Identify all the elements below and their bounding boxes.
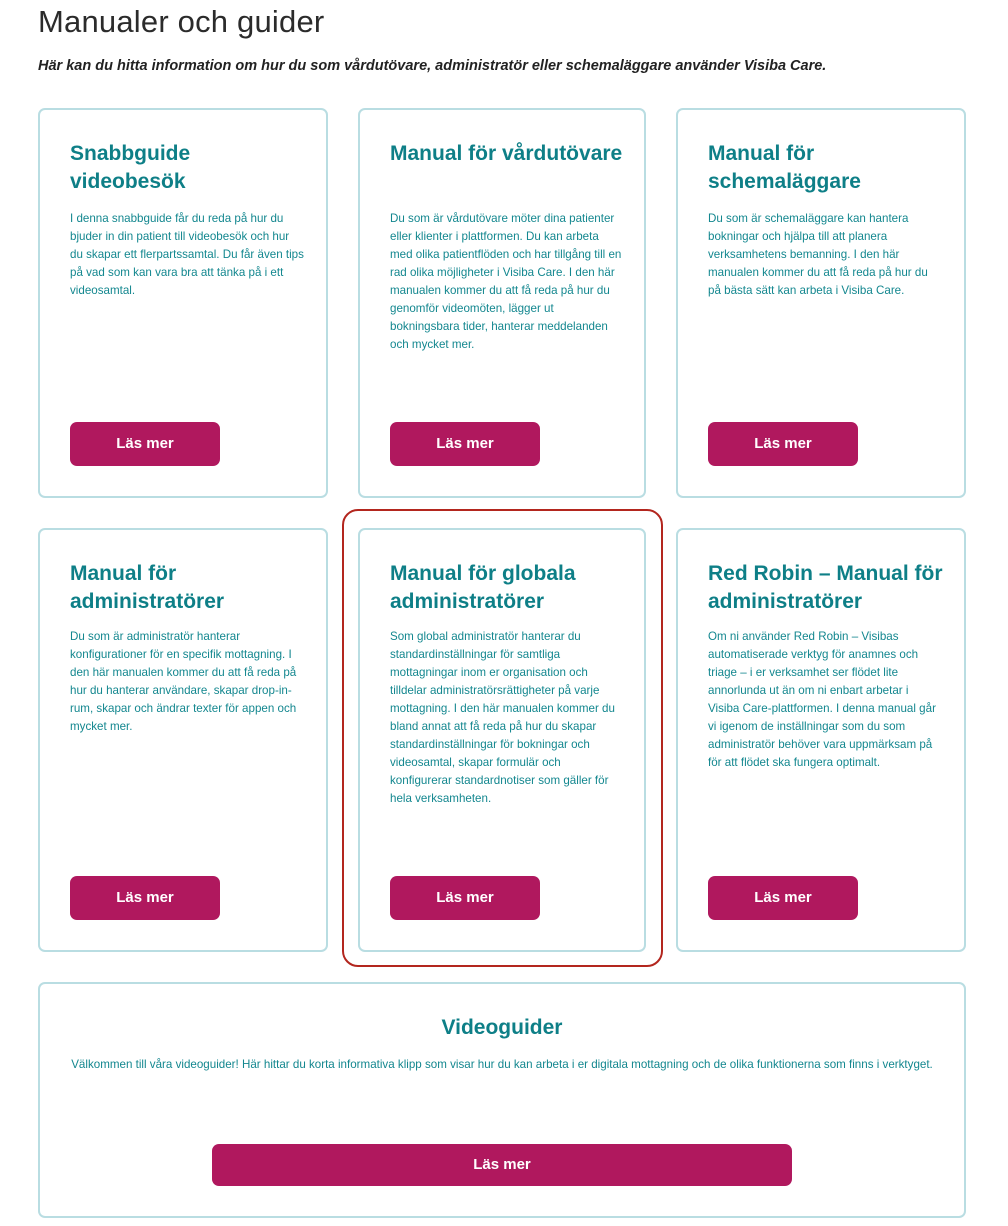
page-subtitle: Här kan du hitta information om hur du som vårdutövare, administratör eller schemaläggare använder Visiba Care. — [38, 58, 827, 74]
card-description: I denna snabbguide får du reda på hur du bjuder in din patient till videobesök och hur du skapar ett flerpartssamtal. Du får även tips på vad som kan vara bra att tänka på i ett videosamtal. — [70, 212, 304, 297]
read-more-button[interactable]: Läs mer — [70, 422, 220, 466]
card-title: Manual för globala administratörer — [390, 562, 576, 613]
card-manual-vardutovare — [358, 108, 646, 498]
card-manual-administratorer — [38, 528, 328, 952]
card-title: Manual för schemaläggare — [708, 142, 861, 193]
card-description: Välkommen till våra videoguider! Här hittar du korta informativa klipp som visar hur du kan arbeta i er digitala mottagning och de olika funktionerna som finns i verktyget. — [71, 1058, 933, 1071]
read-more-button[interactable]: Läs mer — [390, 876, 540, 920]
read-more-button[interactable]: Läs mer — [212, 1144, 792, 1186]
card-title: Videoguider — [441, 1016, 563, 1039]
read-more-button[interactable]: Läs mer — [708, 876, 858, 920]
page-title: Manualer och guider — [38, 4, 325, 39]
card-description: Du som är schemaläggare kan hantera bokningar och hjälpa till att planera verksamhetens bemanning. I den här manualen kommer du att få reda på hur du på bästa sätt kan arbeta i Visiba Care. — [708, 212, 928, 297]
read-more-button[interactable]: Läs mer — [390, 422, 540, 466]
card-description: Som global administratör hanterar du standardinställningar för samtliga mottagningar inom er organisation och tilldelar administratörsrättigheter på varje mottagning. I den här manualen kommer du bland annat att få reda på hur du skapar standardinställningar för bokningar och videosamtal, skapar formulär och konfigurerar standardnotiser som gäller för hela verksamheten. — [390, 630, 615, 805]
card-manual-schemalaggare — [676, 108, 966, 498]
card-title: Snabbguide videobesök — [70, 142, 191, 193]
card-title: Manual för vårdutövare — [390, 142, 623, 165]
card-description: Om ni använder Red Robin – Visibas automatiserade verktyg för anamnes och triage – i er verksamhet ser flödet lite annorlunda ut än om ni enbart arbetar i Visiba Care-plattformen. I denna manual går vi igenom de inställningar som du som administratör behöver vara uppmärksam på för att flödet ska fungera optimalt. — [708, 630, 936, 769]
card-red-robin-manual — [676, 528, 966, 952]
card-title: Red Robin – Manual för administratörer — [708, 562, 943, 613]
card-description: Du som är administratör hanterar konfigurationer för en specifik mottagning. I den här manualen kommer du att få reda på hur du hanterar användare, skapar drop-in-rum, skapar och ändrar texter för appen och mycket mer. — [70, 630, 297, 733]
read-more-button[interactable]: Läs mer — [70, 876, 220, 920]
card-snabbguide-videobesok — [38, 108, 328, 498]
card-manual-globala-administratorer — [358, 528, 646, 952]
card-description: Du som är vårdutövare möter dina patienter eller klienter i plattformen. Du kan arbeta med olika patientflöden och har tillgång till en rad olika möjligheter i Visiba Care. I den här manualen kommer du att få reda på hur du genomför videomöten, lägger ut bokningsbara tider, hanterar meddelanden och mycket mer. — [390, 212, 622, 351]
card-title: Manual för administratörer — [70, 562, 225, 613]
read-more-button[interactable]: Läs mer — [708, 422, 858, 466]
card-videoguider — [38, 982, 966, 1218]
